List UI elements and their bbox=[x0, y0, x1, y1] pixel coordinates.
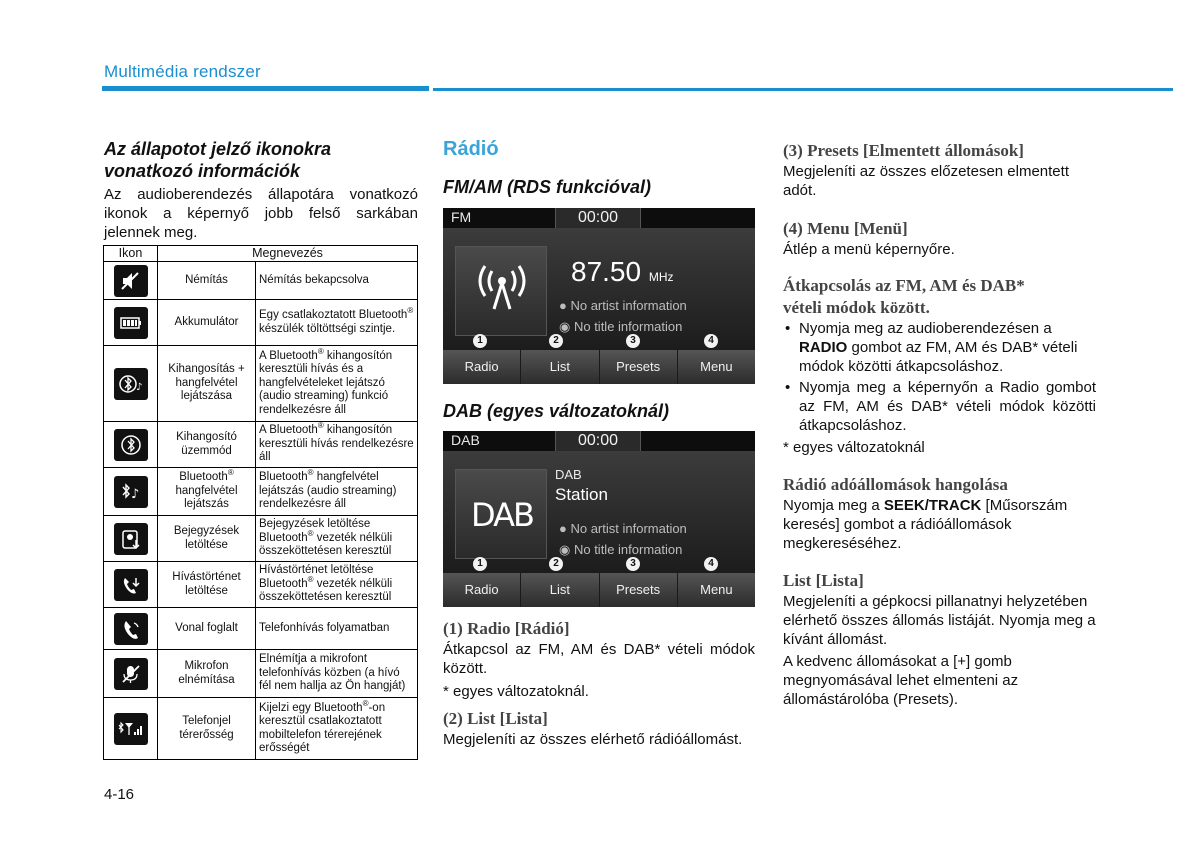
contacts-download-icon bbox=[114, 523, 148, 555]
icon-description: Bluetooth® hangfelvétel lejátszás (audio streaming) rendelkezésre áll bbox=[256, 468, 418, 516]
station-list-text-1: Megjeleníti a gépkocsi pillanatnyi helyzetében elérhető összes állomás listáját. Nyomja meg a kívánt állomást. bbox=[783, 593, 1096, 648]
screen-main-area bbox=[443, 228, 755, 350]
menu-text: Átlép a menü képernyőre. bbox=[783, 241, 955, 258]
switch-heading: Átkapcsolás az FM, AM és DAB* vételi módok között. bbox=[783, 276, 1025, 317]
radio-section-title: Rádió bbox=[443, 138, 499, 160]
marker-3: 3 bbox=[626, 334, 640, 348]
list-text: Megjeleníti az összes elérhető rádióállomást. bbox=[443, 731, 743, 748]
table-row bbox=[104, 422, 418, 468]
menu-button[interactable]: Menu bbox=[678, 573, 755, 607]
radio-antenna-icon bbox=[455, 246, 547, 336]
title-info: ◉ No title information bbox=[559, 542, 683, 557]
artist-info: ● No artist information bbox=[559, 521, 687, 536]
radio-heading: (1) Radio [Rádió] bbox=[443, 619, 570, 638]
table-row bbox=[104, 516, 418, 562]
fm-radio-screen bbox=[443, 208, 755, 384]
marker-4: 4 bbox=[704, 557, 718, 571]
page-number: 4-16 bbox=[104, 786, 135, 803]
station-name: Station bbox=[555, 485, 608, 504]
screen-clock: 00:00 bbox=[555, 208, 641, 228]
screen-button-bar bbox=[443, 350, 755, 384]
icon-description: Hívástörténet letöltése Bluetooth® vezeték nélküli összeköttetésen keresztül bbox=[256, 562, 418, 608]
section-header: Multimédia rendszer bbox=[104, 62, 261, 81]
bluetooth-handsfree-music-icon bbox=[114, 368, 148, 400]
radio-button-descriptions bbox=[443, 618, 755, 749]
marker-1: 1 bbox=[473, 557, 487, 571]
status-icons-heading: Az állapotot jelző ikonokra vonatkozó információk bbox=[104, 139, 332, 181]
station-list-heading: List [Lista] bbox=[783, 571, 864, 590]
variant-note: * egyes változatoknál bbox=[783, 439, 925, 456]
switch-bullet-2: • Nyomja meg a képernyőn a Radio gombot az FM, AM és DAB* vételi módok közötti átkapcsoláshoz. bbox=[783, 378, 1096, 435]
battery-icon bbox=[114, 307, 148, 339]
signal-strength-icon bbox=[114, 713, 148, 745]
artist-info: ● No artist information bbox=[559, 298, 687, 313]
screen-status-bar bbox=[443, 431, 755, 451]
icon-description: A Bluetooth® kihangosítón keresztüli hívás rendelkezésre áll bbox=[256, 422, 418, 468]
screen-button-bar bbox=[443, 573, 755, 607]
icon-name: Bejegyzések letöltése bbox=[158, 516, 256, 562]
switch-bullet-1: • Nyomja meg az audioberendezésen a RADIO gombot az FM, AM és DAB* vételi módok közötti átkapcsoláshoz. bbox=[783, 319, 1096, 376]
column-radio-operations bbox=[783, 140, 1096, 709]
frequency-display: 87.50 MHz bbox=[571, 256, 674, 287]
phone-busy-icon bbox=[114, 613, 148, 645]
presets-button[interactable]: Presets bbox=[600, 573, 678, 607]
marker-3: 3 bbox=[626, 557, 640, 571]
radio-button[interactable]: Radio bbox=[443, 573, 521, 607]
icon-description: Kijelzi egy Bluetooth®-on keresztül csatlakoztatott mobiltelefon térerejének erősségét bbox=[256, 698, 418, 760]
icon-name: Némítás bbox=[158, 262, 256, 300]
icon-description: A Bluetooth® kihangosítón keresztüli hívás és a hangfelvételeket lejátszó (audio streaming) funkció rendelkezésre áll bbox=[256, 346, 418, 422]
icon-description: Némítás bekapcsolva bbox=[256, 262, 418, 300]
presets-button[interactable]: Presets bbox=[600, 350, 678, 384]
screen-mode-label: DAB bbox=[451, 432, 480, 448]
icon-description: Elnémítja a mikrofont telefonhívás közben (a hívó fél nem hallja az Ön hangját) bbox=[256, 650, 418, 698]
marker-4: 4 bbox=[704, 334, 718, 348]
screen-clock: 00:00 bbox=[555, 431, 641, 451]
presets-heading: (3) Presets [Elmentett állomások] bbox=[783, 141, 1024, 160]
screen-mode-label: FM bbox=[451, 209, 472, 225]
svg-text:♪: ♪ bbox=[135, 381, 142, 393]
radio-text: Átkapcsol az FM, AM és DAB* vételi módok között. bbox=[443, 641, 755, 677]
icon-name: Telefonjel térerősség bbox=[158, 698, 256, 760]
col-icon-header: Ikon bbox=[104, 246, 158, 262]
icon-name: Bluetooth® hangfelvétel lejátszás bbox=[158, 468, 256, 516]
bluetooth-music-icon bbox=[114, 476, 148, 508]
call-history-download-icon bbox=[114, 569, 148, 601]
marker-1: 1 bbox=[473, 334, 487, 348]
icon-description: Telefonhívás folyamatban bbox=[256, 608, 418, 650]
radio-button[interactable]: Radio bbox=[443, 350, 521, 384]
icon-name: Akkumulátor bbox=[158, 300, 256, 346]
screen-main-area bbox=[443, 451, 755, 573]
menu-heading: (4) Menu [Menü] bbox=[783, 219, 908, 238]
header-rule-right bbox=[433, 88, 1173, 91]
dab-radio-screen bbox=[443, 431, 755, 607]
mute-icon bbox=[114, 265, 148, 297]
header-rule-left bbox=[102, 86, 429, 91]
status-icon-table bbox=[103, 245, 418, 760]
person-icon: ● bbox=[559, 298, 571, 313]
marker-2: 2 bbox=[549, 334, 563, 348]
table-row bbox=[104, 300, 418, 346]
tuning-heading: Rádió adóállomások hangolása bbox=[783, 475, 1008, 494]
table-row bbox=[104, 650, 418, 698]
mic-mute-icon bbox=[114, 658, 148, 690]
icon-name: Kihangosító üzemmód bbox=[158, 422, 256, 468]
status-icons-intro: Az audioberendezés állapotára vonatkozó ikonok a képernyő jobb felső sarkában jelennek meg. bbox=[104, 186, 418, 241]
table-row bbox=[104, 346, 418, 422]
bluetooth-handsfree-icon bbox=[114, 429, 148, 461]
table-row bbox=[104, 698, 418, 760]
icon-name: Mikrofon elnémítása bbox=[158, 650, 256, 698]
dab-heading: DAB (egyes változatoknál) bbox=[443, 401, 670, 421]
col-name-header: Megnevezés bbox=[158, 246, 418, 262]
icon-description: Bejegyzések letöltése Bluetooth® vezeték nélküli összeköttetésen keresztül bbox=[256, 516, 418, 562]
icon-description: Egy csatlakoztatott Bluetooth® készülék töltöttségi szintje. bbox=[256, 300, 418, 346]
column-status-icons bbox=[104, 138, 418, 242]
list-heading: (2) List [Lista] bbox=[443, 709, 548, 728]
screen-status-bar bbox=[443, 208, 755, 228]
title-info: ◉ No title information bbox=[559, 319, 683, 334]
table-row bbox=[104, 562, 418, 608]
dab-logo: DAB bbox=[455, 469, 547, 559]
station-list-text-2: A kedvenc állomásokat a [+] gomb megnyomásával lehet elmenteni az állomástárolóba (Presets). bbox=[783, 653, 1019, 708]
presets-text: Megjeleníti az összes előzetesen elmentett adót. bbox=[783, 163, 1069, 199]
disc-icon: ◉ bbox=[559, 542, 574, 557]
table-header-row bbox=[104, 246, 418, 262]
tuning-text: Nyomja meg a SEEK/TRACK [Műsorszám keresés] gombot a rádióállomások megkereséséhez. bbox=[783, 497, 1068, 552]
svg-text:♪: ♪ bbox=[130, 486, 139, 502]
icon-name: Kihangosítás + hangfelvétel lejátszása bbox=[158, 346, 256, 422]
table-row bbox=[104, 608, 418, 650]
menu-button[interactable]: Menu bbox=[678, 350, 755, 384]
person-icon: ● bbox=[559, 521, 571, 536]
table-row bbox=[104, 262, 418, 300]
disc-icon: ◉ bbox=[559, 319, 574, 334]
icon-name: Vonal foglalt bbox=[158, 608, 256, 650]
list-button[interactable]: List bbox=[521, 573, 599, 607]
fm-am-heading: FM/AM (RDS funkcióval) bbox=[443, 177, 652, 197]
marker-2: 2 bbox=[549, 557, 563, 571]
table-row bbox=[104, 468, 418, 516]
icon-name: Hívástörténet letöltése bbox=[158, 562, 256, 608]
dab-label: DAB bbox=[555, 467, 582, 482]
list-button[interactable]: List bbox=[521, 350, 599, 384]
radio-note: * egyes változatoknál. bbox=[443, 683, 589, 700]
